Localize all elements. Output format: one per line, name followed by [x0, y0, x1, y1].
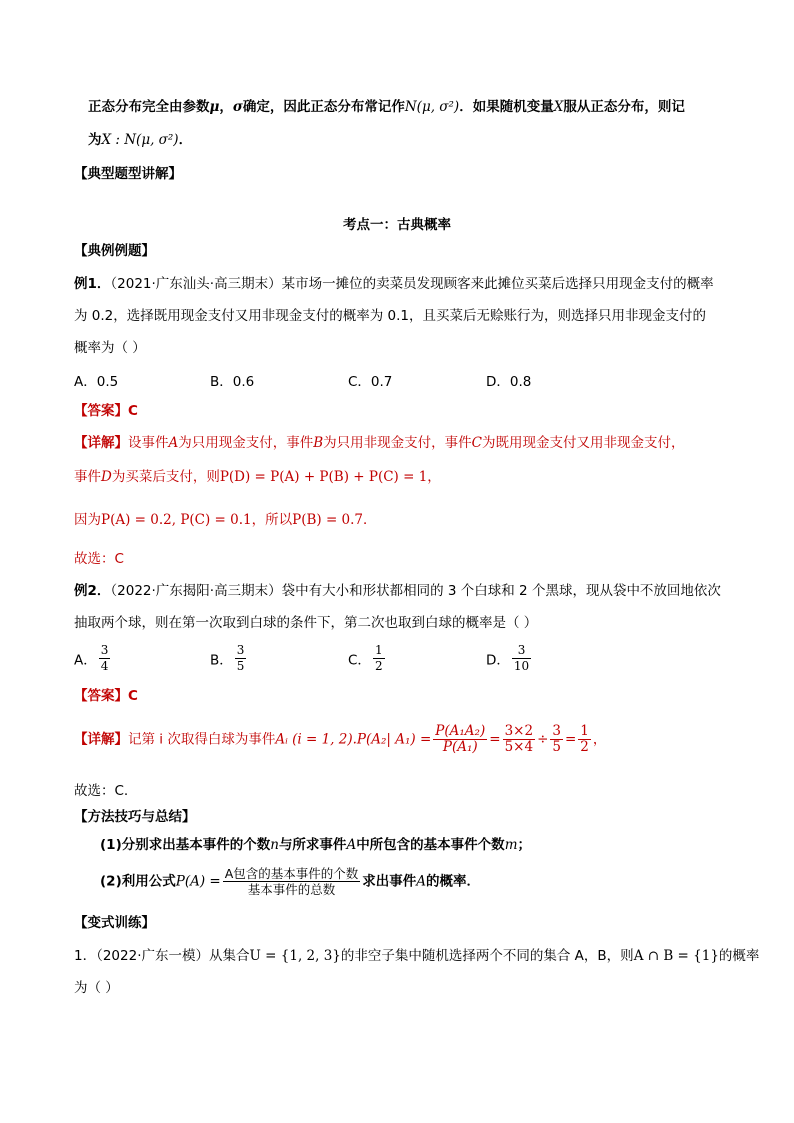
- ex2-option-b: B． $\frac{3}{5}$: [210, 643, 245, 673]
- method-line-2: (2)利用公式P(A) = $\frac{\text{A包含的基本事件的个数}}{\text{基本事件的总数}}$ 求出事件A的概率．: [100, 866, 481, 897]
- fraction: $\frac{3\times 2}{5\times 4}$: [504, 723, 534, 755]
- ex1-detail-line-2: 事件D为买菜后支付，则P(D) = P(A) + P(B) + P(C) = 1，: [74, 469, 441, 485]
- method-title: 【方法技巧与总结】: [74, 809, 196, 825]
- fraction: $\frac{3}{5}$: [552, 723, 561, 755]
- fraction: $\frac{3}{4}$: [100, 643, 109, 673]
- ex2-option-d: D． $\frac{3}{10}$: [486, 643, 530, 673]
- ex2-option-c: C． $\frac{1}{2}$: [348, 643, 383, 673]
- ex1-line-1: 例1．（2021·广东汕头·高三期末）某市场一摊位的卖菜员发现顾客来此摊位买菜后选择只用现金支付的概率: [74, 276, 714, 292]
- kaodian-title: 考点一：古典概率: [343, 217, 451, 233]
- ex1-line-3: 概率为（ ）: [74, 340, 146, 356]
- fraction: $\frac{\text{A包含的基本事件的个数}}{\text{基本事件的总数}}$: [224, 866, 359, 897]
- intro-line-1: 正态分布完全由参数μ，σ确定，因此正态分布常记作N(μ, σ²)．如果随机变量X服从正态分布，则记: [88, 99, 685, 115]
- section-title: 【典型题型讲解】: [74, 166, 182, 182]
- ex2-answer: 【答案】C: [74, 688, 138, 704]
- fraction: $\frac{1}{2}$: [580, 723, 589, 755]
- fraction: $\frac{3}{5}$: [236, 643, 245, 673]
- typical-label: 【典例例题】: [74, 243, 155, 259]
- ex1-option-a: A．0.5: [74, 374, 119, 390]
- variant-title: 【变式训练】: [74, 915, 155, 931]
- ex1-option-c: C．0.7: [348, 374, 393, 390]
- ex2-line-1: 例2．（2022·广东揭阳·高三期末）袋中有大小和形状都相同的 3 个白球和 2 个黑球，现从袋中不放回地依次: [74, 583, 721, 599]
- ex2-choose: 故选：C.: [74, 783, 129, 799]
- ex1-detail-line-1: 【详解】设事件A为只用现金支付，事件B为只用非现金支付，事件C为既用现金支付又用非现金支付，: [74, 435, 685, 451]
- ex1-option-d: D．0.8: [486, 374, 532, 390]
- variant-q1-line-2: 为（ ）: [74, 980, 119, 996]
- ex2-detail: 【详解】记第 i 次取得白球为事件Aᵢ (i = 1, 2).P(A₂| A₁) = $\frac{\text{P(A₁A₂)}}{\text{P(A₁)}}$ = $\frac{3\times 2}{5\times 4}$ ÷ $\frac{3}{5}$ = $\frac{1}{2}$ ，: [74, 723, 607, 755]
- variant-q1-line-1: 1．（2022·广东一模）从集合U = {1, 2, 3}的非空子集中随机选择两个不同的集合 A，B，则A ∩ B = {1}的概率: [74, 948, 760, 964]
- ex1-detail-line-3: 因为P(A) = 0.2, P(C) = 0.1，所以P(B) = 0.7．: [74, 512, 377, 528]
- fraction: $\frac{3}{10}$: [513, 643, 530, 673]
- ex2-line-2: 抽取两个球，则在第一次取到白球的条件下，第二次也取到白球的概率是（ ）: [74, 615, 538, 631]
- ex1-answer: 【答案】C: [74, 403, 138, 419]
- method-line-1: (1)分别求出基本事件的个数n与所求事件A中所包含的基本事件个数m；: [100, 837, 531, 853]
- ex1-option-b: B．0.6: [210, 374, 255, 390]
- fraction: $\frac{1}{2}$: [374, 643, 383, 673]
- intro-line-2: 为X : N(μ, σ²)．: [88, 132, 193, 148]
- ex2-option-a: A． $\frac{3}{4}$: [74, 643, 109, 673]
- fraction: $\frac{\text{P(A₁A₂)}}{\text{P(A₁)}}$: [435, 723, 486, 755]
- ex1-choose: 故选：C: [74, 551, 124, 567]
- ex1-line-2: 为 0.2，选择既用现金支付又用非现金支付的概率为 0.1，且买菜后无赊账行为，则选择只用非现金支付的: [74, 308, 707, 324]
